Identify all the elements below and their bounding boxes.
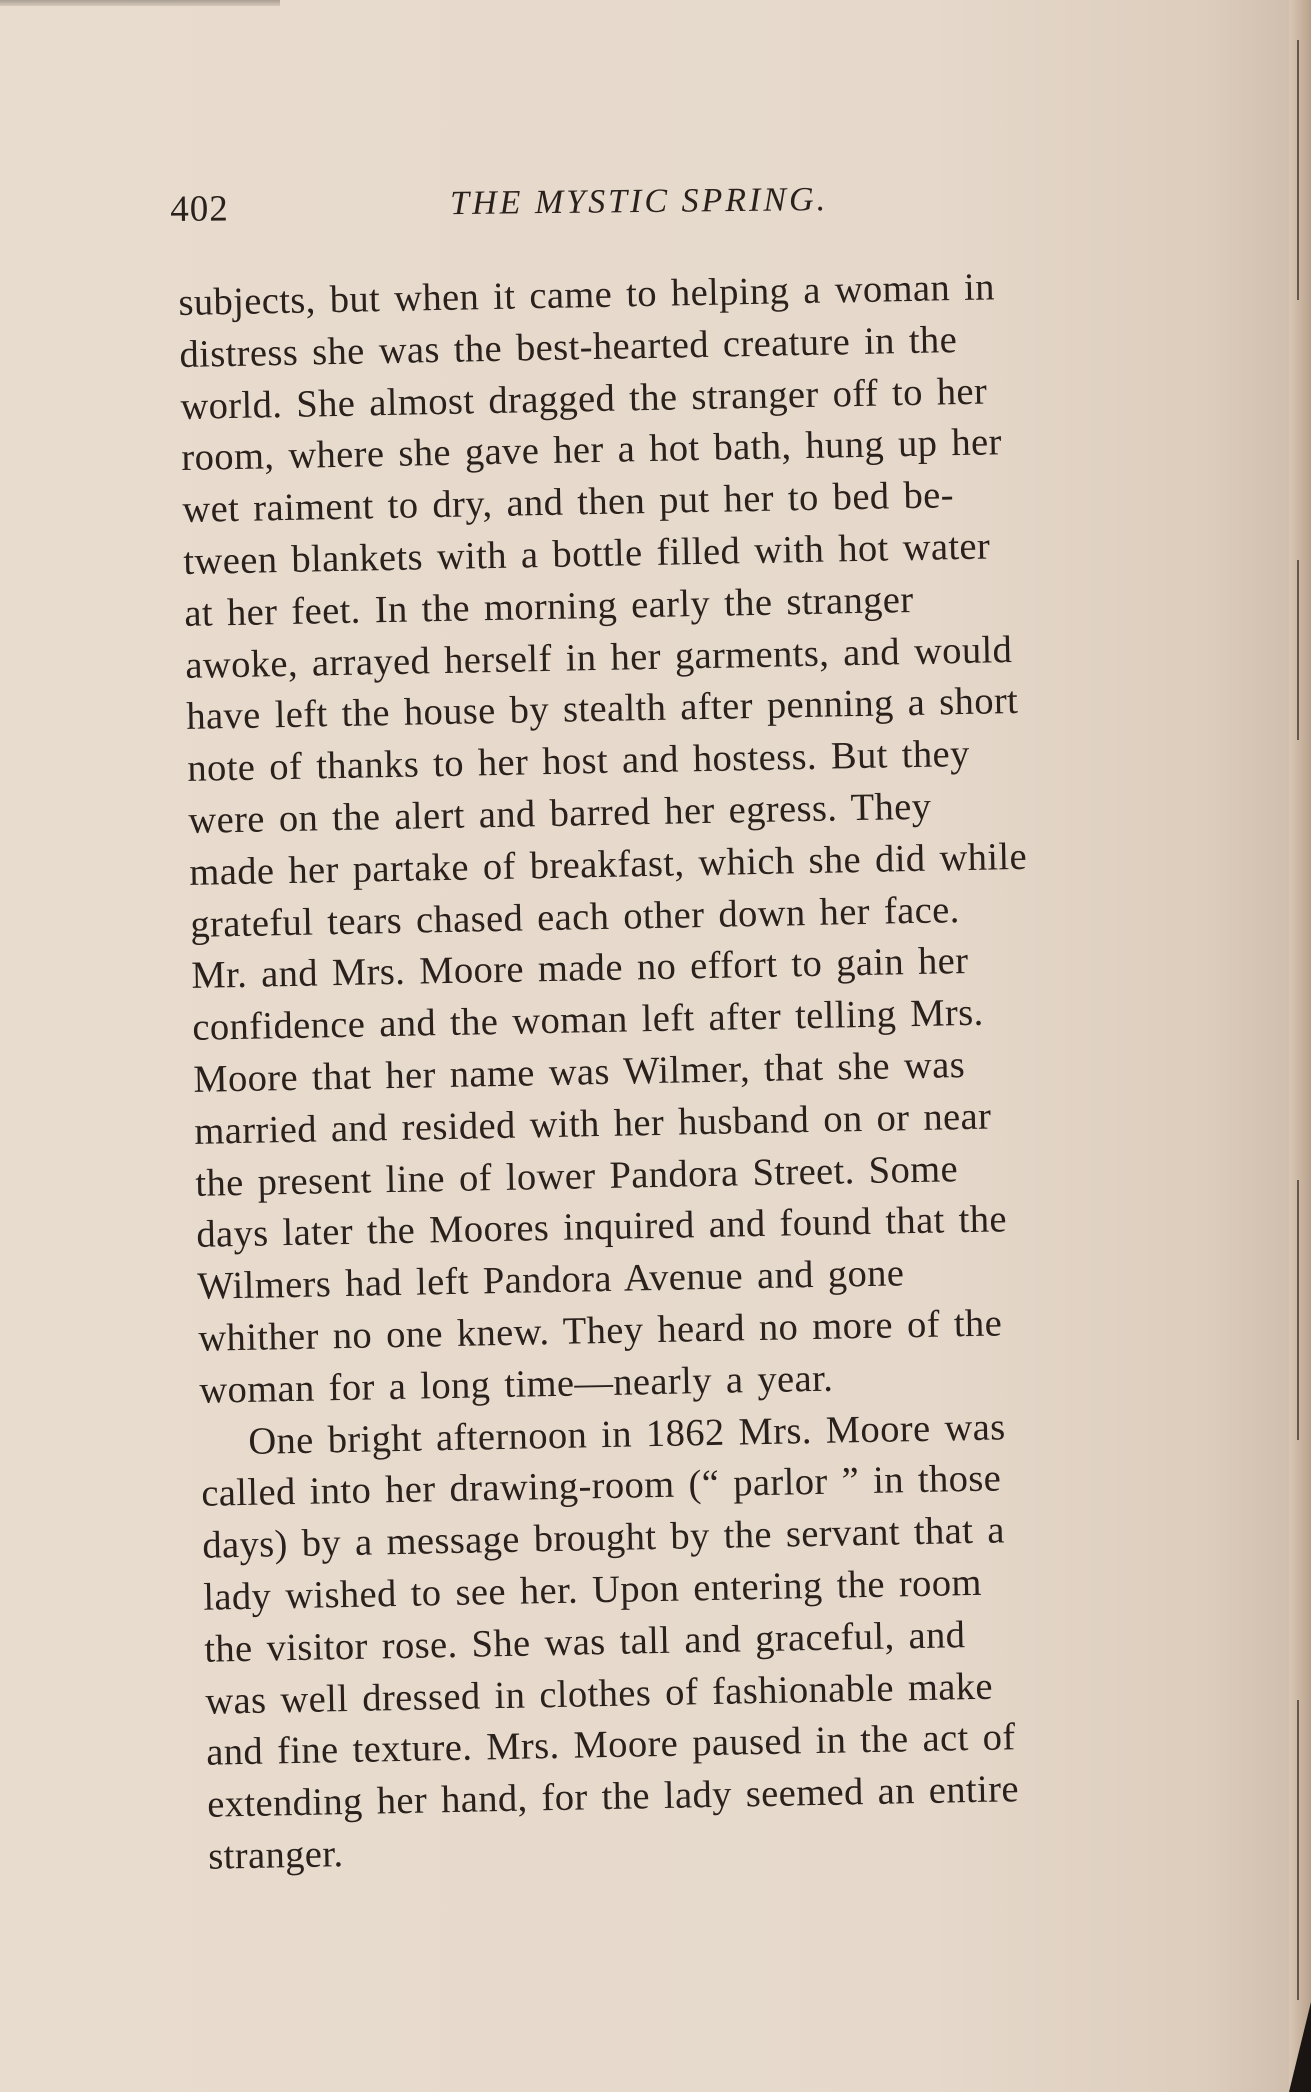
- text-line: awoke, arrayed herself in her garments, and would: [185, 628, 1013, 687]
- text-line: and fine texture. Mrs. Moore paused in the act of: [205, 1716, 1016, 1775]
- spine-line: [1297, 1180, 1299, 1440]
- text-line: wet raiment to dry, and then put her to bed be-: [182, 474, 955, 532]
- text-line: confidence and the woman left after telling Mrs.: [191, 991, 984, 1050]
- text-line: were on the alert and barred her egress. They: [188, 785, 932, 842]
- text-line: Wilmers had left Pandora Avenue and gone: [196, 1252, 905, 1308]
- text-line: distress she was the best-hearted creature in the: [179, 318, 958, 376]
- text-line: days) by a message brought by the servant that a: [201, 1509, 1006, 1567]
- spine-line: [1297, 1700, 1299, 2000]
- page-corner-shadow: [1289, 2002, 1311, 2092]
- spine-line: [1297, 560, 1299, 740]
- running-head: THE MYSTIC SPRING.: [449, 181, 829, 223]
- text-line: subjects, but when it came to helping a woman in: [178, 266, 996, 324]
- body-text: [178, 258, 1249, 1883]
- text-line: woman for a long time—nearly a year.: [198, 1357, 834, 1412]
- text-line: have left the house by stealth after penning a short: [186, 680, 1019, 739]
- text-line: Moore that her name was Wilmer, that she was: [192, 1043, 966, 1101]
- text-line: days later the Moores inquired and found that the: [195, 1198, 1008, 1257]
- text-line: the visitor rose. She was tall and graceful, and: [203, 1613, 966, 1671]
- page-header: [170, 180, 971, 248]
- text-line: grateful tears chased each other down her face.: [190, 888, 961, 946]
- text-line: tween blankets with a bottle filled with hot water: [183, 525, 991, 583]
- paragraph-first-line: One bright afternoon in 1862 Mrs. Moore was: [247, 1405, 1006, 1463]
- spine-line: [1297, 40, 1299, 300]
- text-line: whither no one knew. They heard no more of the: [197, 1302, 1003, 1360]
- text-line: at her feet. In the morning early the stranger: [184, 578, 914, 635]
- text-line: note of thanks to her host and hostess. But they: [187, 733, 971, 791]
- text-line: made her partake of breakfast, which she did while: [189, 835, 1028, 894]
- text-line: room, where she gave her a hot bath, hung up her: [181, 421, 1003, 480]
- text-line: married and resided with her husband on or near: [193, 1095, 992, 1153]
- book-spine-edge: [1289, 0, 1311, 2092]
- text-line: Mr. and Mrs. Moore made no effort to gain her: [191, 940, 969, 998]
- text-line: was well dressed in clothes of fashionable make: [204, 1665, 994, 1723]
- text-line: lady wished to see her. Upon entering the room: [202, 1561, 983, 1619]
- page-number: 402: [170, 188, 229, 230]
- text-line: stranger.: [207, 1833, 344, 1878]
- text-line: called into her drawing-room (“ parlor ” in those: [200, 1457, 1002, 1516]
- page-top-edge-shadow: [0, 0, 280, 6]
- text-line: the present line of lower Pandora Street. Some: [194, 1147, 959, 1205]
- text-line: world. She almost dragged the stranger off to her: [180, 370, 988, 428]
- text-line: extending her hand, for the lady seemed an entire: [206, 1768, 1020, 1826]
